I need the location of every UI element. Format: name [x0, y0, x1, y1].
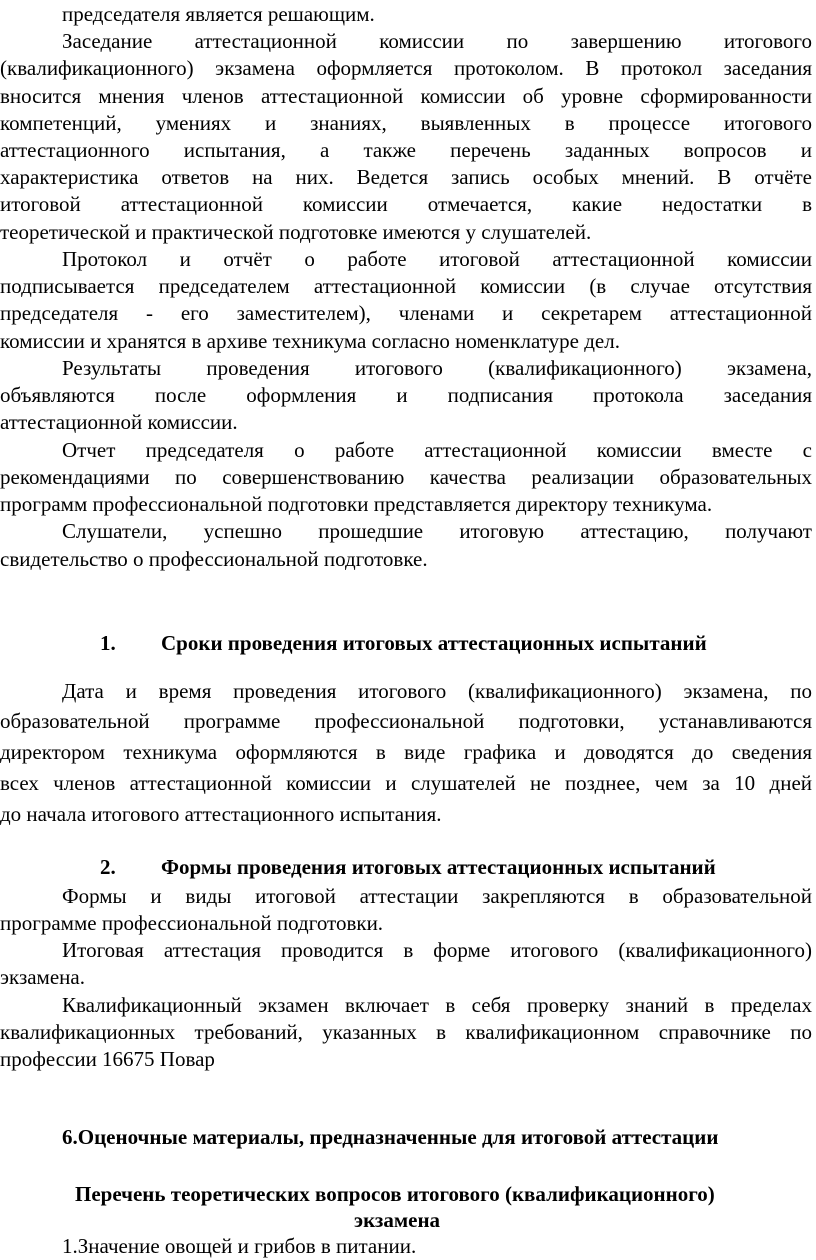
section-heading: Формы проведения итоговых аттестационных испытаний: [161, 855, 716, 879]
paragraph-line: программе профессиональной подготовки.: [0, 911, 384, 935]
subsection-heading: экзамена: [354, 1208, 441, 1232]
paragraph-line: квалификационных требований, указанных в квалификационном справочнике по: [0, 1020, 812, 1044]
section-heading: Сроки проведения итоговых аттестационных испытаний: [161, 631, 707, 655]
paragraph-line: до начала итогового аттестационного испытания.: [0, 802, 442, 826]
paragraph-line: председателя является решающим.: [62, 2, 375, 26]
paragraph-line: директором техникума оформляются в виде графика и доводятся до сведения: [0, 740, 812, 764]
paragraph-line: Квалификационный экзамен включает в себя проверку знаний в пределах: [62, 993, 812, 1017]
paragraph-line: Заседание аттестационной комиссии по завершению итогового: [62, 29, 812, 53]
paragraph-line: всех членов аттестационной комиссии и слушателей не позднее, чем за 10 дней: [0, 771, 812, 795]
paragraph-line: Отчет председателя о работе аттестационной комиссии вместе с: [62, 438, 812, 462]
heading-number: 2.: [100, 855, 116, 879]
paragraph-line: программ профессиональной подготовки представляется директору техникума.: [0, 492, 713, 516]
section-heading: 6.Оценочные материалы, предназначенные для итоговой аттестации: [62, 1125, 719, 1149]
paragraph-line: Формы и виды итоговой аттестации закрепляются в образовательной: [62, 884, 812, 908]
paragraph-line: председателя - его заместителем), членами и секретарем аттестационной: [0, 301, 812, 325]
subsection-heading: Перечень теоретических вопросов итогового (квалификационного): [75, 1182, 715, 1206]
paragraph-line: подписывается председателем аттестационной комиссии (в случае отсутствия: [0, 274, 812, 298]
paragraph-line: аттестационного испытания, а также перечень заданных вопросов и: [0, 138, 812, 162]
paragraph-line: образовательной программе профессиональной подготовки, устанавливаются: [0, 709, 812, 733]
paragraph-line: аттестационной комиссии.: [0, 410, 238, 434]
list-item: 1.Значение овощей и грибов в питании.: [62, 1234, 417, 1258]
paragraph-line: Итоговая аттестация проводится в форме итогового (квалификационного): [62, 938, 812, 962]
paragraph-line: итоговой аттестационной комиссии отмечается, какие недостатки в: [0, 192, 812, 216]
paragraph-line: Протокол и отчёт о работе итоговой аттестационной комиссии: [62, 247, 812, 271]
heading-number: 1.: [100, 631, 116, 655]
paragraph-line: объявляются после оформления и подписания протокола заседания: [0, 383, 812, 407]
paragraph-line: Результаты проведения итогового (квалификационного) экзамена,: [62, 356, 812, 380]
paragraph-line: профессии 16675 Повар: [0, 1047, 215, 1071]
paragraph-line: комиссии и хранятся в архиве техникума согласно номенклатуре дел.: [0, 329, 620, 353]
paragraph-line: компетенций, умениях и знаниях, выявленных в процессе итогового: [0, 111, 812, 135]
paragraph-line: характеристика ответов на них. Ведется запись особых мнений. В отчёте: [0, 165, 812, 189]
paragraph-line: экзамена.: [0, 965, 85, 989]
paragraph-line: рекомендациями по совершенствованию качества реализации образовательных: [0, 465, 812, 489]
paragraph-line: свидетельство о профессиональной подготовке.: [0, 547, 428, 571]
paragraph-line: вносится мнения членов аттестационной комиссии об уровне сформированности: [0, 84, 812, 108]
paragraph-line: Дата и время проведения итогового (квалификационного) экзамена, по: [62, 679, 812, 703]
paragraph-line: (квалификационного) экзамена оформляется протоколом. В протокол заседания: [0, 56, 812, 80]
paragraph-line: теоретической и практической подготовке имеются у слушателей.: [0, 220, 592, 244]
paragraph-line: Слушатели, успешно прошедшие итоговую аттестацию, получают: [62, 519, 812, 543]
